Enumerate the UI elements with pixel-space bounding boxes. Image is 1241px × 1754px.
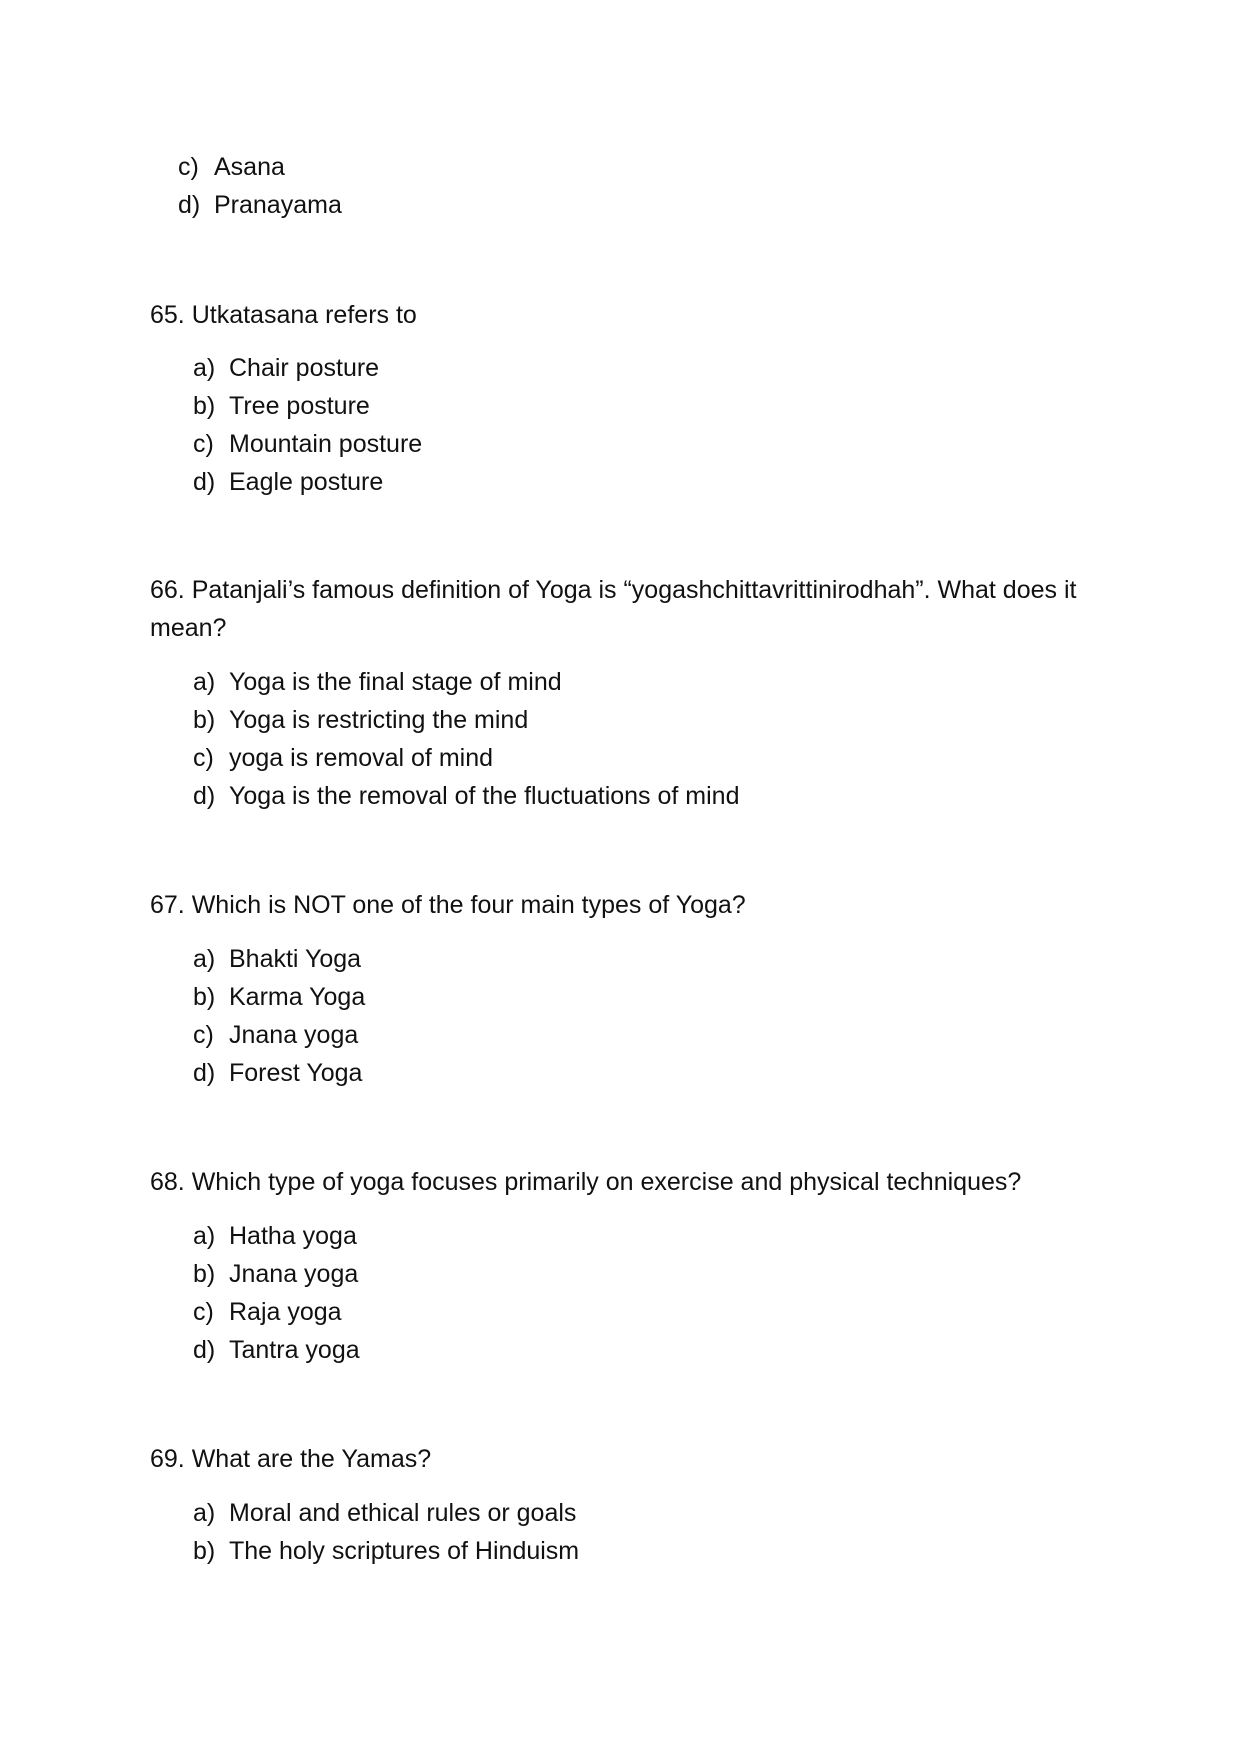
list-item	[193, 1498, 576, 1528]
list-item	[193, 705, 528, 735]
option-letter: d)	[193, 1336, 216, 1364]
option-text: Mountain posture	[229, 430, 423, 458]
option-letter: c)	[178, 153, 199, 181]
option-text: Yoga is the final stage of mind	[229, 668, 562, 696]
option-text: Raja yoga	[229, 1298, 342, 1326]
option-text: Yoga is restricting the mind	[229, 706, 529, 734]
option-letter: a)	[193, 668, 216, 696]
option-text: Karma Yoga	[229, 983, 366, 1011]
option-letter: a)	[193, 354, 216, 382]
list-item	[193, 743, 493, 773]
list-item	[193, 391, 370, 421]
list-item	[193, 1335, 360, 1365]
option-letter: a)	[193, 1499, 216, 1527]
list-item	[193, 1058, 362, 1088]
option-text: Tantra yoga	[229, 1336, 360, 1364]
option-letter: d)	[178, 191, 201, 219]
list-item	[193, 944, 361, 974]
option-text: Yoga is the removal of the fluctuations of mind	[229, 782, 740, 810]
option-text: Asana	[214, 153, 285, 181]
option-letter: d)	[193, 468, 216, 496]
list-item	[193, 1536, 579, 1566]
list-item	[193, 1221, 357, 1251]
question-text: 69. What are the Yamas?	[150, 1445, 432, 1473]
list-item	[193, 667, 562, 697]
option-text: Jnana yoga	[229, 1021, 359, 1049]
option-letter: a)	[193, 945, 216, 973]
option-letter: a)	[193, 1222, 216, 1250]
option-letter: b)	[193, 706, 216, 734]
option-text: Bhakti Yoga	[229, 945, 362, 973]
option-letter: c)	[193, 430, 214, 458]
list-item	[193, 429, 422, 459]
question-text: 66. Patanjali’s famous definition of Yoga is “yogashchittavrittinirodhah”. What does it mean?	[150, 576, 1077, 642]
option-text: Jnana yoga	[229, 1260, 359, 1288]
question-text: 67. Which is NOT one of the four main types of Yoga?	[150, 891, 746, 919]
option-text: Tree posture	[229, 392, 370, 420]
option-letter: b)	[193, 1260, 216, 1288]
option-text: Moral and ethical rules or goals	[229, 1499, 577, 1527]
option-text: Forest Yoga	[229, 1059, 363, 1087]
question-text: 68. Which type of yoga focuses primarily on exercise and physical techniques?	[150, 1168, 1022, 1196]
option-letter: b)	[193, 1537, 216, 1565]
option-letter: c)	[193, 744, 214, 772]
question-text: 65. Utkatasana refers to	[150, 301, 417, 329]
list-item	[178, 190, 342, 220]
option-text: Pranayama	[214, 191, 342, 219]
list-item	[178, 152, 285, 182]
option-letter: c)	[193, 1298, 214, 1326]
list-item	[193, 1297, 342, 1327]
list-item	[193, 1020, 358, 1050]
option-text: yoga is removal of mind	[229, 744, 494, 772]
option-letter: d)	[193, 1059, 216, 1087]
list-item	[193, 781, 740, 811]
option-text: Eagle posture	[229, 468, 384, 496]
option-letter: c)	[193, 1021, 214, 1049]
list-item	[193, 353, 379, 383]
option-text: Hatha yoga	[229, 1222, 357, 1250]
option-text: The holy scriptures of Hinduism	[229, 1537, 580, 1565]
list-item	[193, 982, 365, 1012]
list-item	[193, 467, 383, 497]
option-letter: d)	[193, 782, 216, 810]
option-text: Chair posture	[229, 354, 380, 382]
option-letter: b)	[193, 983, 216, 1011]
option-letter: b)	[193, 392, 216, 420]
list-item	[193, 1259, 358, 1289]
